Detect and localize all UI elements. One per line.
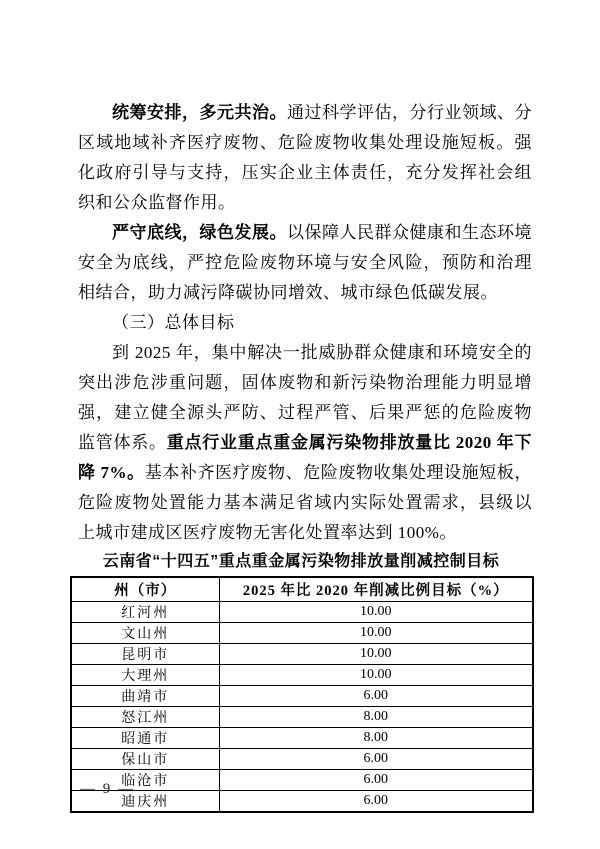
- column-header-region: 州（市）: [71, 577, 219, 602]
- section-heading-overall-goals: （三）总体目标: [112, 313, 235, 332]
- target-cell: 6.00: [219, 770, 533, 791]
- table-row: [71, 644, 533, 665]
- target-cell: 6.00: [219, 749, 533, 770]
- region-cell: 文山州: [71, 623, 219, 644]
- target-cell: 8.00: [219, 707, 533, 728]
- region-cell: 怒江州: [71, 707, 219, 728]
- paragraph-lead-text: 严守底线，绿色发展。: [112, 223, 287, 242]
- paragraph-green-development: [78, 218, 532, 308]
- target-cell: 10.00: [219, 644, 533, 665]
- paragraph-body-text: 到 2025 年，集中解决一批威胁群众健康和环境安全的突出涉危涉重问题，固体废物和新污染物治理能力明显增强，建立健全源头严防、过程严管、后果严惩的危险废物监管体系。: [78, 343, 532, 452]
- paragraph-body-text: 基本补齐医疗废物、危险废物收集处理设施短板，危险废物处置能力基本满足省域内实际处置需求，县级以上城市建成区医疗废物无害化处置率达到 100%。: [78, 463, 533, 542]
- table-row: [71, 602, 533, 623]
- table-row: [71, 728, 533, 749]
- table-row: [71, 791, 533, 813]
- target-cell: 10.00: [219, 665, 533, 686]
- table-row: [71, 665, 533, 686]
- paragraph-body-text: 通过科学评估，分行业领域、分区域地域补齐医疗废物、危险废物收集处理设施短板。强化政府引导与支持，压实企业主体责任，充分发挥社会组织和公众监督作用。: [78, 103, 532, 212]
- region-cell: 迪庆州: [71, 791, 219, 813]
- region-cell: 临沧市: [71, 770, 219, 791]
- table-row: [71, 686, 533, 707]
- region-cell: 红河州: [71, 602, 219, 623]
- paragraph-coordination: [78, 98, 532, 218]
- paragraph-lead-text: 统筹安排，多元共治。: [112, 103, 287, 122]
- table-row: [71, 749, 533, 770]
- paragraph-body-text: 以保障人民群众健康和生态环境安全为底线，严控危险废物环境与安全风险，预防和治理相结合，助力减污降碳协同增效、城市绿色低碳发展。: [78, 223, 532, 302]
- reduction-targets-table: [70, 576, 534, 813]
- paragraph-2025-goals: [78, 338, 532, 548]
- document-content: [78, 98, 532, 813]
- region-cell: 曲靖市: [71, 686, 219, 707]
- target-cell: 6.00: [219, 686, 533, 707]
- target-cell: 8.00: [219, 728, 533, 749]
- table-header-row: [71, 577, 533, 602]
- region-cell: 保山市: [71, 749, 219, 770]
- column-header-target: 2025 年比 2020 年削减比例目标（%）: [219, 577, 533, 602]
- target-cell: 6.00: [219, 791, 533, 813]
- region-cell: 大理州: [71, 665, 219, 686]
- region-cell: 昆明市: [71, 644, 219, 665]
- page-number: — 9 —: [80, 781, 135, 797]
- table-row: [71, 707, 533, 728]
- region-cell: 昭通市: [71, 728, 219, 749]
- target-cell: 10.00: [219, 602, 533, 623]
- target-cell: 10.00: [219, 623, 533, 644]
- table-row: [71, 623, 533, 644]
- paragraph-emphasis-text: 重点行业重点重金属污染物排放量比 2020 年下降 7%。: [78, 433, 532, 482]
- table-title: 云南省“十四五”重点重金属污染物排放量削减控制目标: [102, 553, 500, 570]
- table-row: [71, 770, 533, 791]
